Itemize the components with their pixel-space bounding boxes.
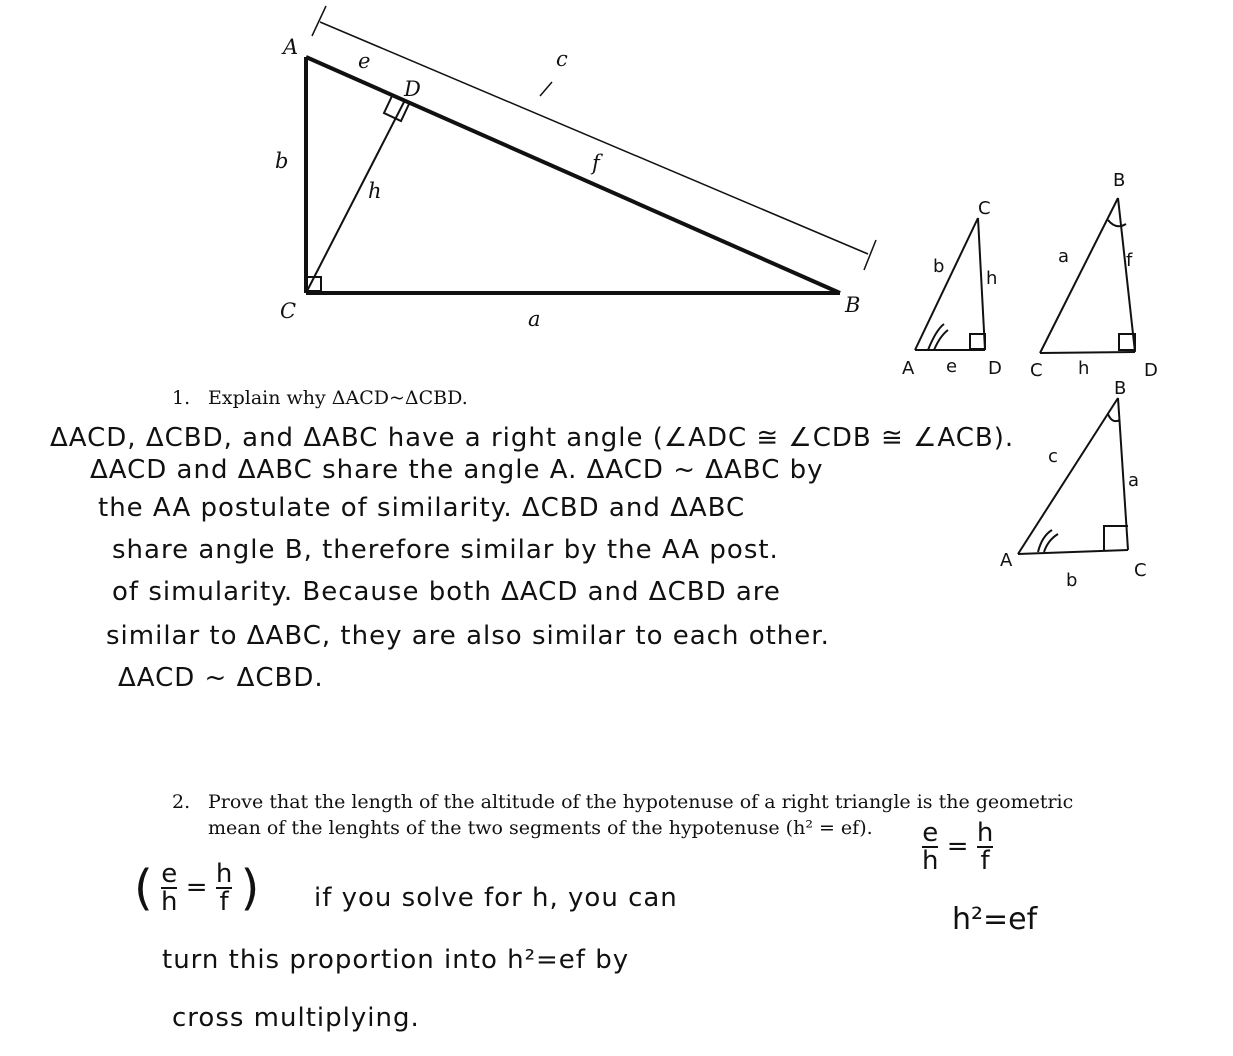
- sketch3-label-B: B: [1114, 378, 1127, 399]
- answer-1-line: ΔACD ~ ΔCBD.: [118, 663, 324, 693]
- answer-frac-e: e: [161, 859, 178, 889]
- label-e: e: [358, 49, 371, 73]
- label-B: B: [845, 293, 861, 317]
- sketch3-angle-arc: [1044, 534, 1058, 552]
- answer-2-line1: if you solve for h, you can: [314, 883, 678, 913]
- side-frac-left: [922, 820, 938, 874]
- answer-2-line2: turn this proportion into h²=ef by: [162, 945, 630, 975]
- question-2-text-line1: Prove that the length of the altitude of the hypotenuse of a right triangle is the geometric: [208, 791, 1074, 813]
- answer-eq: =: [185, 872, 208, 903]
- sketch2-label-B: B: [1113, 170, 1126, 191]
- label-a: a: [528, 307, 541, 331]
- sketch3-side-b: [1018, 550, 1128, 554]
- side-proportion: [922, 820, 993, 874]
- question-2-line2: mean of the lenghts of the two segments of the hypotenuse (h² = ef).: [208, 817, 873, 839]
- sketch1-label-e: e: [946, 356, 958, 377]
- side-frac-e: e: [922, 818, 939, 848]
- sketch2-labels: [1030, 170, 1158, 381]
- sketch-triangle-abc: [1018, 398, 1128, 554]
- sketch2-label-a: a: [1058, 246, 1070, 267]
- main-triangle: [306, 6, 876, 293]
- sketch1-side-h: [978, 218, 985, 350]
- sketch3-label-c: c: [1048, 446, 1058, 467]
- sketch-triangle-cbd: [1040, 198, 1135, 353]
- sketch3-label-C: C: [1134, 560, 1147, 581]
- dimension-line-c: [320, 22, 868, 254]
- side-frac-h1: h: [922, 846, 939, 876]
- side-frac-h2: h: [976, 818, 994, 848]
- side-result: h²=ef: [952, 902, 1038, 937]
- sketch3-right-angle: [1104, 526, 1128, 551]
- sketch2-angle-arc: [1108, 220, 1126, 226]
- dimension-tick: [864, 240, 876, 270]
- sketch1-label-A: A: [902, 358, 915, 379]
- answer-frac-h1: h: [161, 887, 178, 917]
- sketch2-side-a: [1040, 198, 1118, 353]
- answer-1-line: of simularity. Because both ΔACD and ΔCBD are: [112, 577, 781, 607]
- question-2-number: 2.: [172, 791, 191, 813]
- sketch3-label-a: a: [1128, 470, 1140, 491]
- sketch1-label-C: C: [978, 198, 991, 219]
- sketch1-right-angle: [970, 334, 985, 349]
- answer-2-proportion: [134, 860, 259, 916]
- dimension-tick: [540, 82, 552, 96]
- paren-left: (: [134, 860, 153, 916]
- label-b: b: [275, 149, 289, 173]
- sketch1-label-D: D: [988, 358, 1002, 379]
- label-f: f: [592, 151, 600, 175]
- answer-frac-right: [216, 861, 232, 915]
- side-eq: =: [946, 831, 969, 862]
- sketch2-side-f: [1118, 198, 1135, 352]
- question-1: [172, 386, 468, 410]
- answer-1-line: the AA postulate of similarity. ΔCBD and ΔABC: [98, 493, 746, 523]
- label-A: A: [283, 35, 299, 59]
- answer-frac-left: [161, 861, 177, 915]
- answer-1-line: ΔACD and ΔABC share the angle A. ΔACD ~ ΔABC by: [90, 455, 824, 485]
- sketch1-label-b: b: [933, 256, 945, 277]
- sketch2-label-h: h: [1078, 358, 1090, 379]
- paren-right: ): [240, 860, 260, 916]
- label-h: h: [368, 179, 382, 203]
- label-C: C: [280, 299, 297, 323]
- answer-frac-h2: h: [215, 859, 233, 889]
- sketch3-label-b: b: [1066, 570, 1078, 591]
- answer-1-line: ΔACD, ΔCBD, and ΔABC have a right angle (∠ADC ≅ ∠CDB ≅ ∠ACB).: [50, 423, 1015, 453]
- hypotenuse-c: [306, 57, 840, 293]
- side-frac-right: [977, 820, 993, 874]
- dimension-tick: [312, 6, 326, 36]
- label-D: D: [404, 77, 421, 101]
- answer-1-line: similar to ΔABC, they are also similar to each other.: [106, 621, 830, 651]
- altitude-h: [306, 102, 404, 293]
- sketch1-labels: [902, 198, 1002, 379]
- question-1-text: Explain why ΔACD~ΔCBD.: [208, 387, 468, 409]
- side-frac-f: f: [977, 846, 993, 874]
- label-c: c: [556, 47, 568, 71]
- sketch3-label-A: A: [1000, 550, 1013, 571]
- question-2: [172, 790, 1073, 814]
- question-1-number: 1.: [172, 387, 191, 409]
- sketch-triangle-acd: [915, 218, 985, 350]
- sketch2-label-C: C: [1030, 360, 1043, 381]
- answer-1-line: share angle B, therefore similar by the AA post.: [112, 535, 779, 565]
- answer-frac-f: f: [216, 887, 232, 915]
- sketch2-label-D: D: [1144, 360, 1158, 381]
- sketch2-label-f: f: [1126, 250, 1133, 271]
- answer-2-line3: cross multiplying.: [172, 1003, 420, 1033]
- sketch1-label-h: h: [986, 268, 998, 289]
- sketch2-side-h: [1040, 352, 1135, 353]
